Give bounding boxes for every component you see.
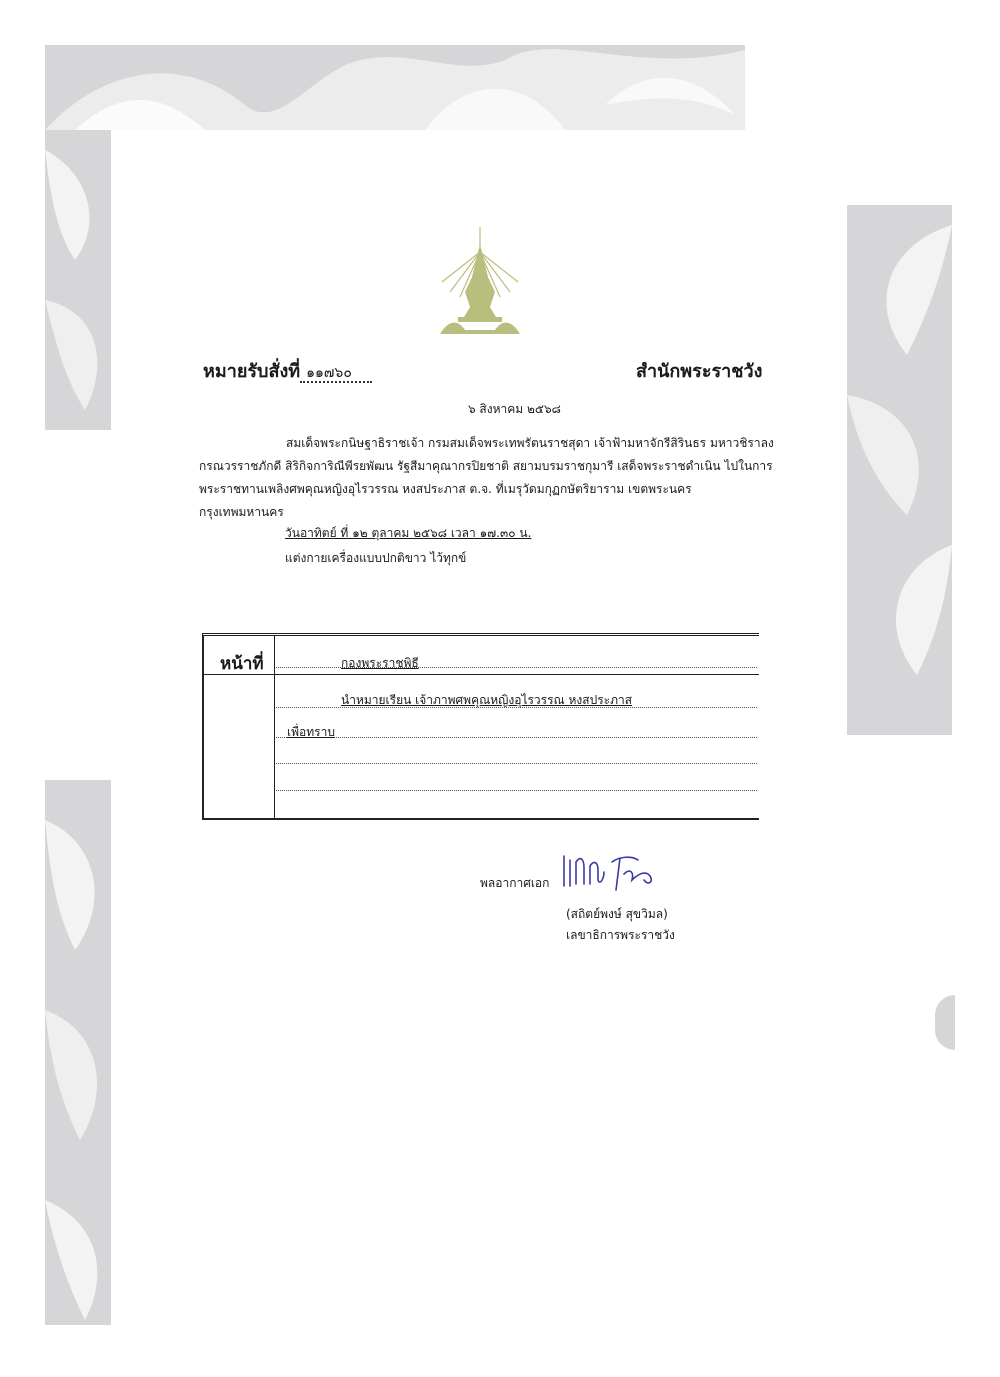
dotted-line <box>276 789 757 791</box>
office-name: สำนักพระราชวัง <box>636 361 763 382</box>
order-label: หมายรับสั่งที่ <box>203 361 301 382</box>
floral-decoration-left-upper <box>45 130 111 430</box>
signer-name: (สถิตย์พงษ์ สุขวิมล) <box>566 907 668 921</box>
floral-decoration-right-small <box>935 995 955 1050</box>
floral-decoration-left-lower <box>45 780 111 1325</box>
signer-title: เลขาธิการพระราชวัง <box>566 928 675 942</box>
floral-decoration-right <box>847 205 952 735</box>
duty-label: หน้าที่ <box>220 654 264 674</box>
handwritten-signature-icon <box>560 848 660 892</box>
order-number: ๑๑๗๖๐ <box>300 365 372 383</box>
document-date: ๖ สิงหาคม ๒๕๖๘ <box>468 402 561 416</box>
event-datetime: วันอาทิตย์ ที่ ๑๒ ตุลาคม ๒๕๖๘ เวลา ๑๗.๓๐ น. <box>285 526 532 540</box>
dotted-line <box>276 762 757 764</box>
royal-emblem-icon <box>430 222 530 342</box>
box-divider-vertical <box>274 636 275 818</box>
order-number-line <box>203 356 372 385</box>
body-paragraph: สมเด็จพระกนิษฐาธิราชเจ้า กรมสมเด็จพระเทพรัตนราชสุดา เจ้าฟ้ามหาจักรีสิรินธร มหาวชิราลงกรณวรราชภักดี สิริกิจการิณีพีรยพัฒน รัฐสีมาคุณากรปิยชาติ สยามบรมราชกุมารี เสด็จพระราชดำเนิน ไปในการพระราชทานเพลิงศพคุณหญิงอุไรวรรณ หงสประภาส ต.จ. ที่เมรุวัดมกุฏกษัตริยาราม เขตพระนคร กรุงเทพมหานคร <box>199 436 774 519</box>
duty-department: กองพระราชพิธี <box>341 656 419 670</box>
dotted-line <box>276 736 757 738</box>
box-divider-horizontal <box>204 674 759 675</box>
dress-code: แต่งกายเครื่องแบบปกติขาว ไว้ทุกข์ <box>285 551 467 565</box>
signer-rank: พลอากาศเอก <box>480 876 550 890</box>
duty-box <box>202 633 759 820</box>
duty-instruction: นำหมายเรียน เจ้าภาพศพคุณหญิงอุไรวรรณ หงสประภาส <box>341 693 633 707</box>
floral-decoration-top <box>45 45 745 130</box>
duty-purpose: เพื่อทราบ <box>287 725 335 739</box>
